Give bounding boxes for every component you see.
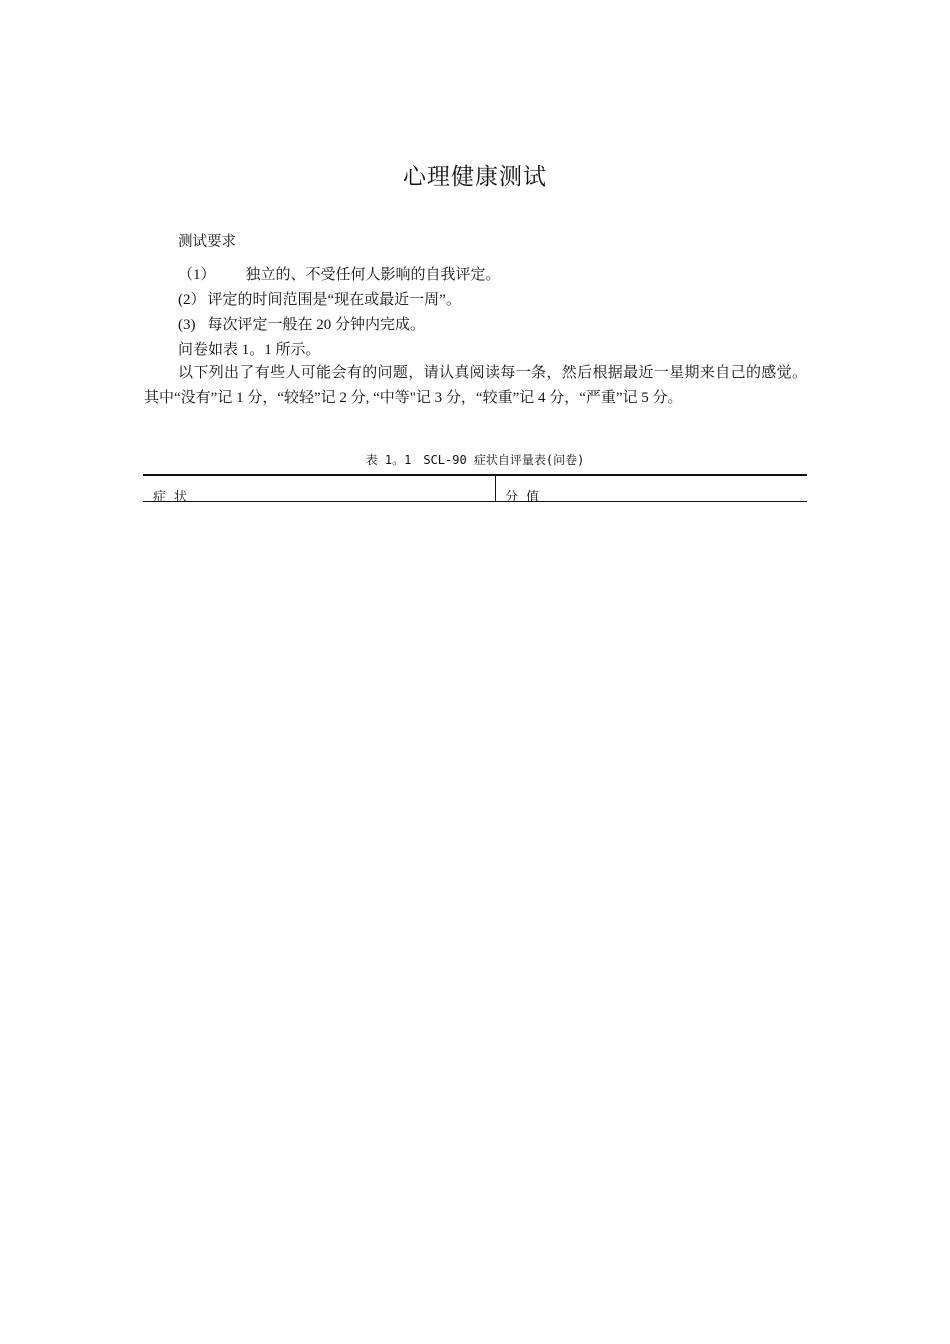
requirement-text: 独立的、不受任何人影响的自我评定。 — [245, 267, 501, 283]
requirement-item — [178, 263, 501, 284]
requirement-item — [178, 313, 425, 334]
requirement-text: 评定的时间范围是“现在或最近一周”。 — [207, 292, 461, 308]
instructions-paragraph: 以下列出了有些人可能会有的问题，请认真阅读每一条，然后根据最近一星期来自己的感觉。其中“没有”记 1 分，“较轻”记 2 分, “中等"记 3 分，“较重”记 4 分，“严重”记 5 分。 — [144, 365, 807, 406]
table-caption: 表 1。1 SCL-90 症状自评量表(问卷) — [365, 453, 585, 467]
questionnaire-note: 问卷如表 1。1 所示。 — [178, 342, 321, 358]
table-column-divider — [495, 476, 496, 501]
requirement-text: 每次评定一般在 20 分钟内完成。 — [207, 317, 426, 333]
scl90-table — [143, 474, 807, 505]
document-title: 心理健康测试 — [403, 164, 547, 190]
table-header-score: 分值 — [505, 490, 548, 505]
section-heading: 测试要求 — [178, 234, 236, 250]
requirement-number: (3) — [178, 317, 196, 333]
requirement-number: （1） — [178, 267, 216, 283]
table-header-symptom: 症状 — [153, 490, 196, 505]
requirement-item — [178, 288, 461, 309]
requirement-number: (2） — [178, 292, 206, 308]
